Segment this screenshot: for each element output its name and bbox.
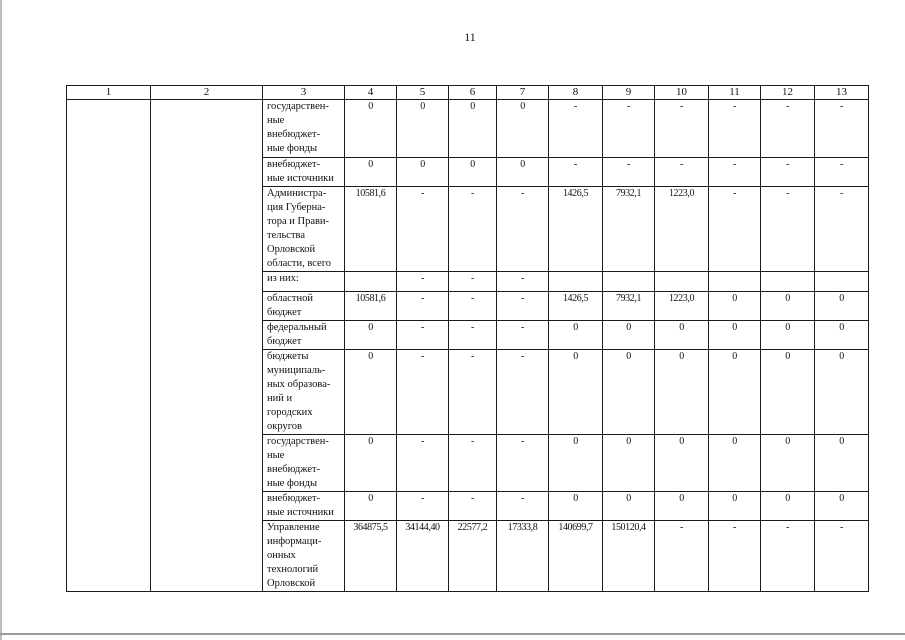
value-cell: - xyxy=(397,272,449,292)
value-cell: - xyxy=(549,158,603,187)
value-cell xyxy=(655,272,709,292)
value-cell: - xyxy=(655,158,709,187)
row-label: из них: xyxy=(263,272,345,292)
value-cell: 0 xyxy=(655,435,709,492)
value-cell: 10581,6 xyxy=(345,187,397,272)
row-label: государствен- ные внебюджет- ные фонды xyxy=(263,100,345,158)
column-header: 3 xyxy=(263,86,345,100)
value-cell: - xyxy=(397,492,449,521)
value-cell: 140699,7 xyxy=(549,521,603,592)
page-edge-bottom xyxy=(0,633,905,635)
value-cell: 0 xyxy=(497,158,549,187)
value-cell: - xyxy=(397,292,449,321)
value-cell: - xyxy=(603,158,655,187)
column-header: 4 xyxy=(345,86,397,100)
value-cell: - xyxy=(709,100,761,158)
column-header: 12 xyxy=(761,86,815,100)
value-cell: 0 xyxy=(549,321,603,350)
row-label: федеральный бюджет xyxy=(263,321,345,350)
value-cell: 1426,5 xyxy=(549,292,603,321)
budget-table xyxy=(66,85,869,592)
value-cell: 0 xyxy=(761,350,815,435)
value-cell: 0 xyxy=(345,350,397,435)
value-cell: 0 xyxy=(709,350,761,435)
value-cell: 0 xyxy=(761,292,815,321)
column-number-row xyxy=(67,86,869,100)
row-label: Администра- ция Губерна- тора и Прави- тельства Орловской области, всего xyxy=(263,187,345,272)
value-cell: 22577,2 xyxy=(449,521,497,592)
value-cell: - xyxy=(497,292,549,321)
value-cell: - xyxy=(449,350,497,435)
value-cell xyxy=(761,272,815,292)
column-header: 5 xyxy=(397,86,449,100)
value-cell: 0 xyxy=(815,321,869,350)
value-cell xyxy=(709,272,761,292)
value-cell: 0 xyxy=(603,321,655,350)
value-cell: - xyxy=(497,272,549,292)
value-cell: - xyxy=(397,435,449,492)
value-cell xyxy=(603,272,655,292)
value-cell: - xyxy=(549,100,603,158)
value-cell: - xyxy=(397,187,449,272)
value-cell: 0 xyxy=(603,350,655,435)
value-cell: 0 xyxy=(397,158,449,187)
column-header: 6 xyxy=(449,86,497,100)
value-cell: - xyxy=(603,100,655,158)
value-cell: - xyxy=(449,292,497,321)
value-cell: 0 xyxy=(815,292,869,321)
value-cell: - xyxy=(761,521,815,592)
value-cell: 0 xyxy=(761,435,815,492)
value-cell: - xyxy=(449,492,497,521)
value-cell: 0 xyxy=(815,492,869,521)
value-cell: - xyxy=(709,187,761,272)
value-cell: 0 xyxy=(497,100,549,158)
value-cell: 0 xyxy=(345,158,397,187)
value-cell: - xyxy=(497,321,549,350)
value-cell: - xyxy=(815,187,869,272)
value-cell: 0 xyxy=(815,435,869,492)
column-header: 2 xyxy=(151,86,263,100)
value-cell: - xyxy=(397,350,449,435)
value-cell: 34144,40 xyxy=(397,521,449,592)
value-cell: - xyxy=(497,492,549,521)
value-cell: - xyxy=(815,521,869,592)
value-cell: 17333,8 xyxy=(497,521,549,592)
value-cell: - xyxy=(815,158,869,187)
value-cell: 1223,0 xyxy=(655,187,709,272)
value-cell: - xyxy=(449,272,497,292)
column-header: 8 xyxy=(549,86,603,100)
column-header: 10 xyxy=(655,86,709,100)
value-cell: 0 xyxy=(655,321,709,350)
column-header: 7 xyxy=(497,86,549,100)
value-cell xyxy=(549,272,603,292)
value-cell: - xyxy=(655,521,709,592)
row-label: областной бюджет xyxy=(263,292,345,321)
value-cell: 0 xyxy=(709,492,761,521)
value-cell: 0 xyxy=(603,492,655,521)
value-cell: 0 xyxy=(709,292,761,321)
value-cell xyxy=(345,272,397,292)
value-cell: 0 xyxy=(449,100,497,158)
value-cell: - xyxy=(497,350,549,435)
value-cell: 7932,1 xyxy=(603,292,655,321)
value-cell: 0 xyxy=(345,100,397,158)
value-cell: 0 xyxy=(655,350,709,435)
value-cell: 0 xyxy=(549,492,603,521)
value-cell: 0 xyxy=(449,158,497,187)
value-cell: - xyxy=(709,521,761,592)
row-label: Управление информаци- онных технологий Орловской xyxy=(263,521,345,592)
value-cell: 0 xyxy=(815,350,869,435)
value-cell: 150120,4 xyxy=(603,521,655,592)
value-cell: 0 xyxy=(397,100,449,158)
row-label: внебюджет- ные источники xyxy=(263,492,345,521)
value-cell: - xyxy=(497,435,549,492)
value-cell: 0 xyxy=(709,435,761,492)
column-header: 13 xyxy=(815,86,869,100)
value-cell: - xyxy=(449,187,497,272)
value-cell: 1223,0 xyxy=(655,292,709,321)
table-row xyxy=(67,100,869,158)
column-header: 9 xyxy=(603,86,655,100)
value-cell: - xyxy=(761,187,815,272)
value-cell: 7932,1 xyxy=(603,187,655,272)
value-cell: - xyxy=(709,158,761,187)
value-cell: 0 xyxy=(549,435,603,492)
page-edge-left xyxy=(0,0,2,640)
value-cell: 0 xyxy=(761,321,815,350)
value-cell: 1426,5 xyxy=(549,187,603,272)
row-label: внебюджет- ные источники xyxy=(263,158,345,187)
merged-empty-cell xyxy=(67,100,151,592)
value-cell: - xyxy=(497,187,549,272)
value-cell: - xyxy=(815,100,869,158)
value-cell xyxy=(815,272,869,292)
value-cell: - xyxy=(655,100,709,158)
value-cell: - xyxy=(761,158,815,187)
value-cell: 0 xyxy=(603,435,655,492)
value-cell: 10581,6 xyxy=(345,292,397,321)
value-cell: 0 xyxy=(655,492,709,521)
merged-empty-cell xyxy=(151,100,263,592)
column-header: 1 xyxy=(67,86,151,100)
row-label: бюджеты муниципаль- ных образова- ний и городских округов xyxy=(263,350,345,435)
value-cell: - xyxy=(449,321,497,350)
row-label: государствен- ные внебюджет- ные фонды xyxy=(263,435,345,492)
value-cell: 0 xyxy=(345,321,397,350)
column-header: 11 xyxy=(709,86,761,100)
value-cell: - xyxy=(397,321,449,350)
value-cell: 0 xyxy=(761,492,815,521)
value-cell: - xyxy=(761,100,815,158)
value-cell: 364875,5 xyxy=(345,521,397,592)
value-cell: 0 xyxy=(709,321,761,350)
value-cell: 0 xyxy=(345,492,397,521)
value-cell: 0 xyxy=(549,350,603,435)
page-number: 11 xyxy=(464,30,476,44)
value-cell: 0 xyxy=(345,435,397,492)
value-cell: - xyxy=(449,435,497,492)
